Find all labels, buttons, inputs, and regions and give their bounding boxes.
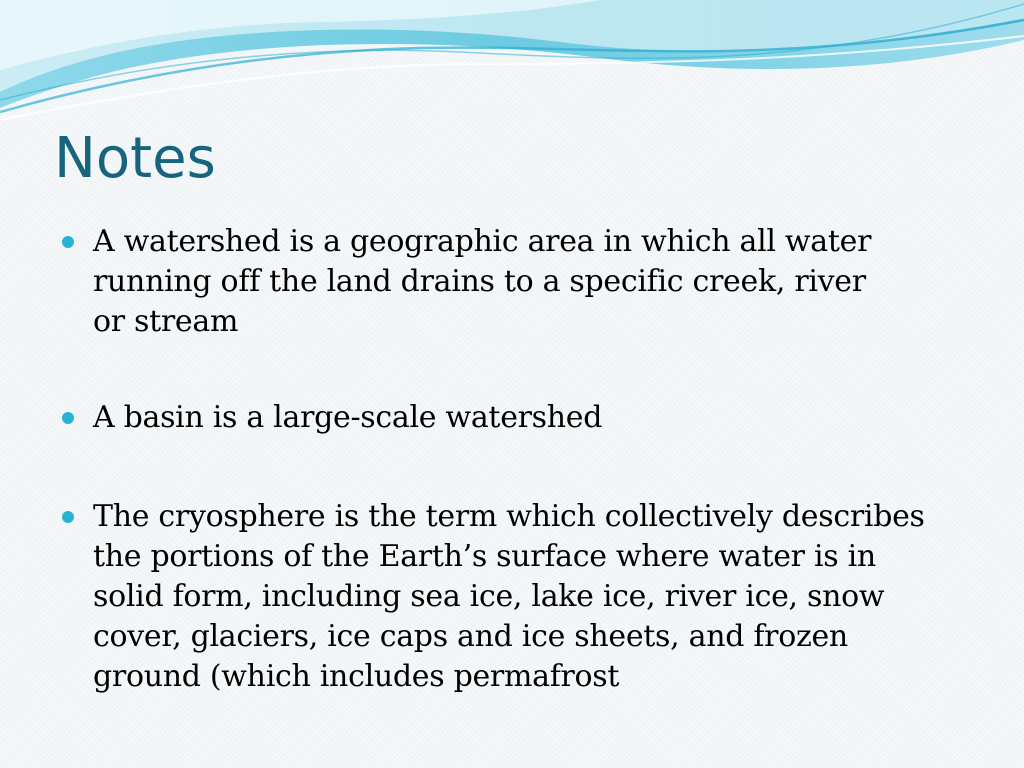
bullet-dot-icon xyxy=(62,412,74,424)
bullet-line: running off the land drains to a specific creek, river xyxy=(93,264,866,299)
bullet-item xyxy=(62,222,962,342)
bullet-line: or stream xyxy=(93,304,239,339)
bullet-line: solid form, including sea ice, lake ice, river ice, snow xyxy=(93,579,885,614)
bullet-line: A basin is a large-scale watershed xyxy=(93,400,603,435)
bullet-line: ground (which includes permafrost xyxy=(93,659,620,694)
bullet-line: A watershed is a geographic area in which all water xyxy=(93,224,872,259)
bullet-text xyxy=(93,497,962,697)
slide-title: Notes xyxy=(54,126,216,191)
bullet-dot-icon xyxy=(62,236,74,248)
bullet-dot-icon xyxy=(62,511,74,523)
bullet-item xyxy=(62,497,962,697)
bullet-line: The cryosphere is the term which collectively describes xyxy=(93,499,925,534)
bullet-item xyxy=(62,398,962,438)
bullet-text xyxy=(93,222,962,342)
bullet-text xyxy=(93,398,962,438)
bullet-line: the portions of the Earth’s surface where water is in xyxy=(93,539,876,574)
bullet-line: cover, glaciers, ice caps and ice sheets, and frozen xyxy=(93,619,848,654)
